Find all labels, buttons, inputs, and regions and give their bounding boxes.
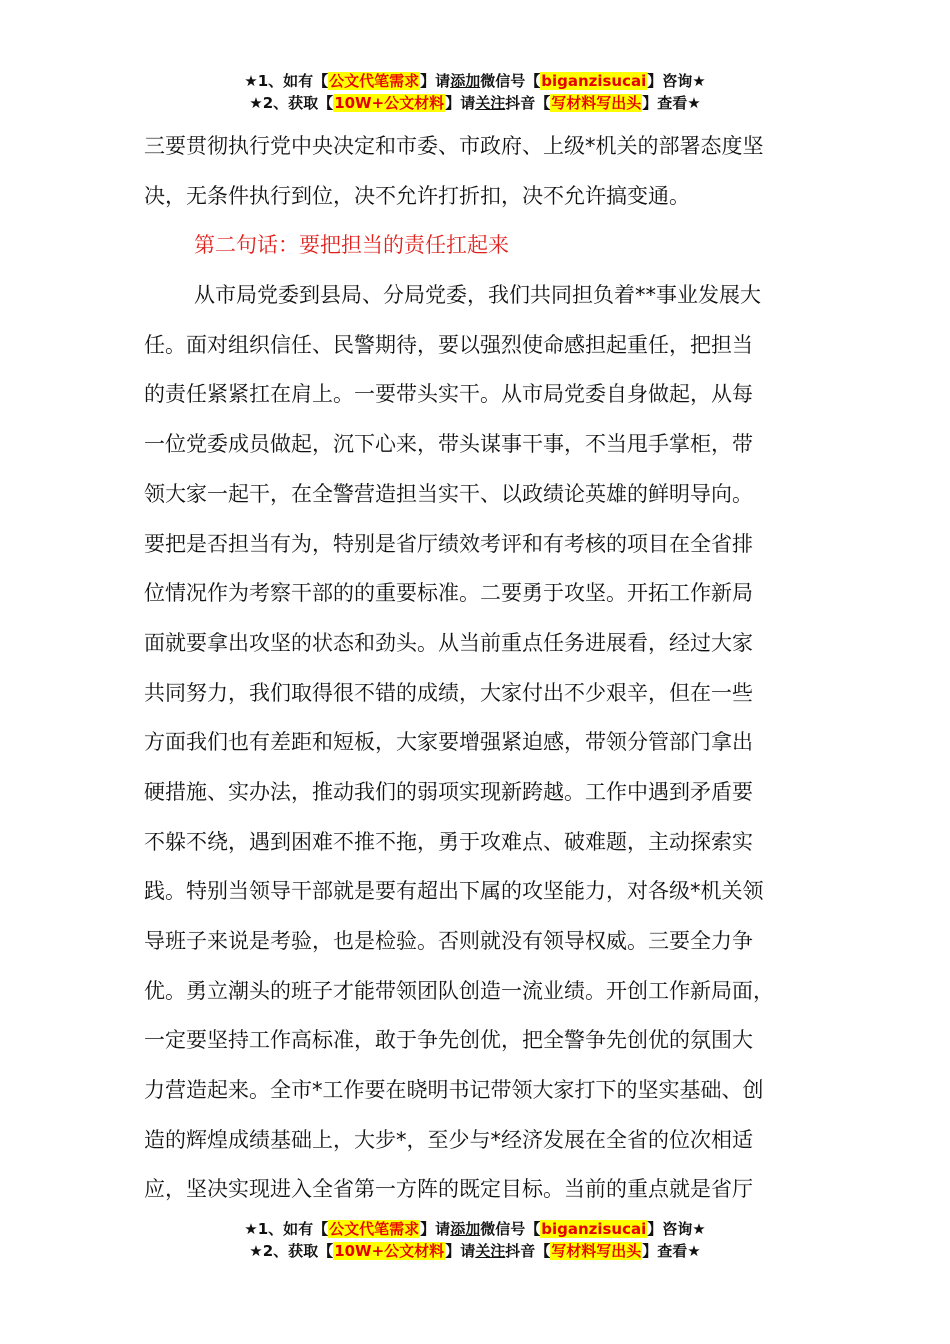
promo-text: ★2、获取【 [249, 94, 334, 112]
text-line: 造的辉煌成绩基础上，大步*，至少与*经济发展在全省的位次相适 [144, 1127, 753, 1152]
promo-line-2 [0, 1240, 950, 1262]
text-line: 方面我们也有差距和短板，大家要增强紧迫感，带领分管部门拿出 [144, 730, 753, 755]
text-line: 的责任紧紧扛在肩上。一要带头实干。从市局党委自身做起，从每 [144, 382, 753, 407]
text-line: 导班子来说是考验，也是检验。否则就没有领导权威。三要全力争 [144, 929, 753, 953]
text-line: 不躲不绕，遇到困难不推不拖，勇于攻难点、破难题，主动探索实 [144, 829, 753, 854]
text-line: 任。面对组织信任、民警期待，要以强烈使命感担起重任，把担当 [144, 332, 753, 357]
text-line: 共同努力，我们取得很不错的成绩，大家付出不少艰辛，但在一些 [144, 680, 753, 705]
promo-text: 】咨询★ [647, 72, 706, 90]
footer-promo-banner [0, 1218, 950, 1262]
promo-text: 抖音【 [505, 1242, 551, 1260]
promo-highlight: 10W+公文材料 [334, 1242, 445, 1260]
promo-emphasis: 关注 [475, 1242, 506, 1260]
text-line: 践。特别当领导干部就是要有超出下属的攻坚能力，对各级*机关领 [144, 879, 764, 904]
promo-highlight: biganzisucai [541, 72, 647, 90]
text-line: 从市局党委到县局、分局党委，我们共同担负着**事业发展大 [194, 283, 761, 308]
text-line: 三要贯彻执行党中央决定和市委、市政府、上级*机关的部署态度坚 [144, 134, 764, 158]
document-body [144, 122, 810, 1215]
promo-text: 】咨询★ [647, 1220, 706, 1238]
text-line: 要把是否担当有为，特别是省厅绩效考评和有考核的项目在全省排 [144, 531, 753, 556]
text-line: 位情况作为考察干部的的重要标准。二要勇于攻坚。开拓工作新局 [144, 581, 753, 606]
promo-text: 】请 [420, 72, 451, 90]
promo-text: ★1、如有【 [244, 1220, 329, 1238]
promo-highlight: 公文代笔需求 [329, 1220, 420, 1238]
promo-text: 】请 [445, 94, 476, 112]
promo-text: 】请 [420, 1220, 451, 1238]
promo-highlight: 写材料写出头 [551, 94, 642, 112]
text-line: 领大家一起干，在全警营造担当实干、以政绩论英雄的鲜明导向。 [144, 481, 753, 506]
promo-emphasis: 添加 [450, 72, 481, 90]
promo-text: 微信号【 [480, 1220, 541, 1238]
promo-text: 微信号【 [480, 72, 541, 90]
promo-highlight: 写材料写出头 [551, 1242, 642, 1260]
text-line: 力营造起来。全市*工作要在晓明书记带领大家打下的坚实基础、创 [144, 1078, 764, 1103]
header-promo-banner [0, 70, 950, 114]
text-line: 决，无条件执行到位，决不允许打折扣，决不允许搞变通。 [144, 183, 690, 208]
text-line: 优。勇立潮头的班子才能带领团队创造一流业绩。开创工作新局面， [144, 978, 774, 1003]
text-line: 一位党委成员做起，沉下心来，带头谋事干事，不当甩手掌柜，带 [144, 432, 753, 457]
text-line: 面就要拿出攻坚的状态和劲头。从当前重点任务进展看，经过大家 [144, 630, 753, 655]
promo-text: 】查看★ [642, 94, 701, 112]
text-line: 一定要坚持工作高标准，敢于争先创优，把全警争先创优的氛围大 [144, 1028, 753, 1053]
text-line: 硬措施、实办法，推动我们的弱项实现新跨越。工作中遇到矛盾要 [144, 779, 753, 804]
text-line: 应，坚决实现进入全省第一方阵的既定目标。当前的重点就是省厅 [144, 1177, 753, 1202]
promo-text: ★2、获取【 [249, 1242, 334, 1260]
promo-emphasis: 关注 [475, 94, 506, 112]
promo-line-1 [0, 70, 950, 92]
section-heading: 第二句话：要把担当的责任扛起来 [194, 233, 509, 258]
promo-text: 】查看★ [642, 1242, 701, 1260]
promo-text: ★1、如有【 [244, 72, 329, 90]
promo-highlight: biganzisucai [541, 1220, 647, 1238]
promo-highlight: 公文代笔需求 [329, 72, 420, 90]
promo-emphasis: 添加 [450, 1220, 481, 1238]
promo-highlight: 10W+公文材料 [334, 94, 445, 112]
promo-text: 】请 [445, 1242, 476, 1260]
promo-line-2 [0, 92, 950, 114]
promo-text: 抖音【 [505, 94, 551, 112]
promo-line-1 [0, 1218, 950, 1240]
